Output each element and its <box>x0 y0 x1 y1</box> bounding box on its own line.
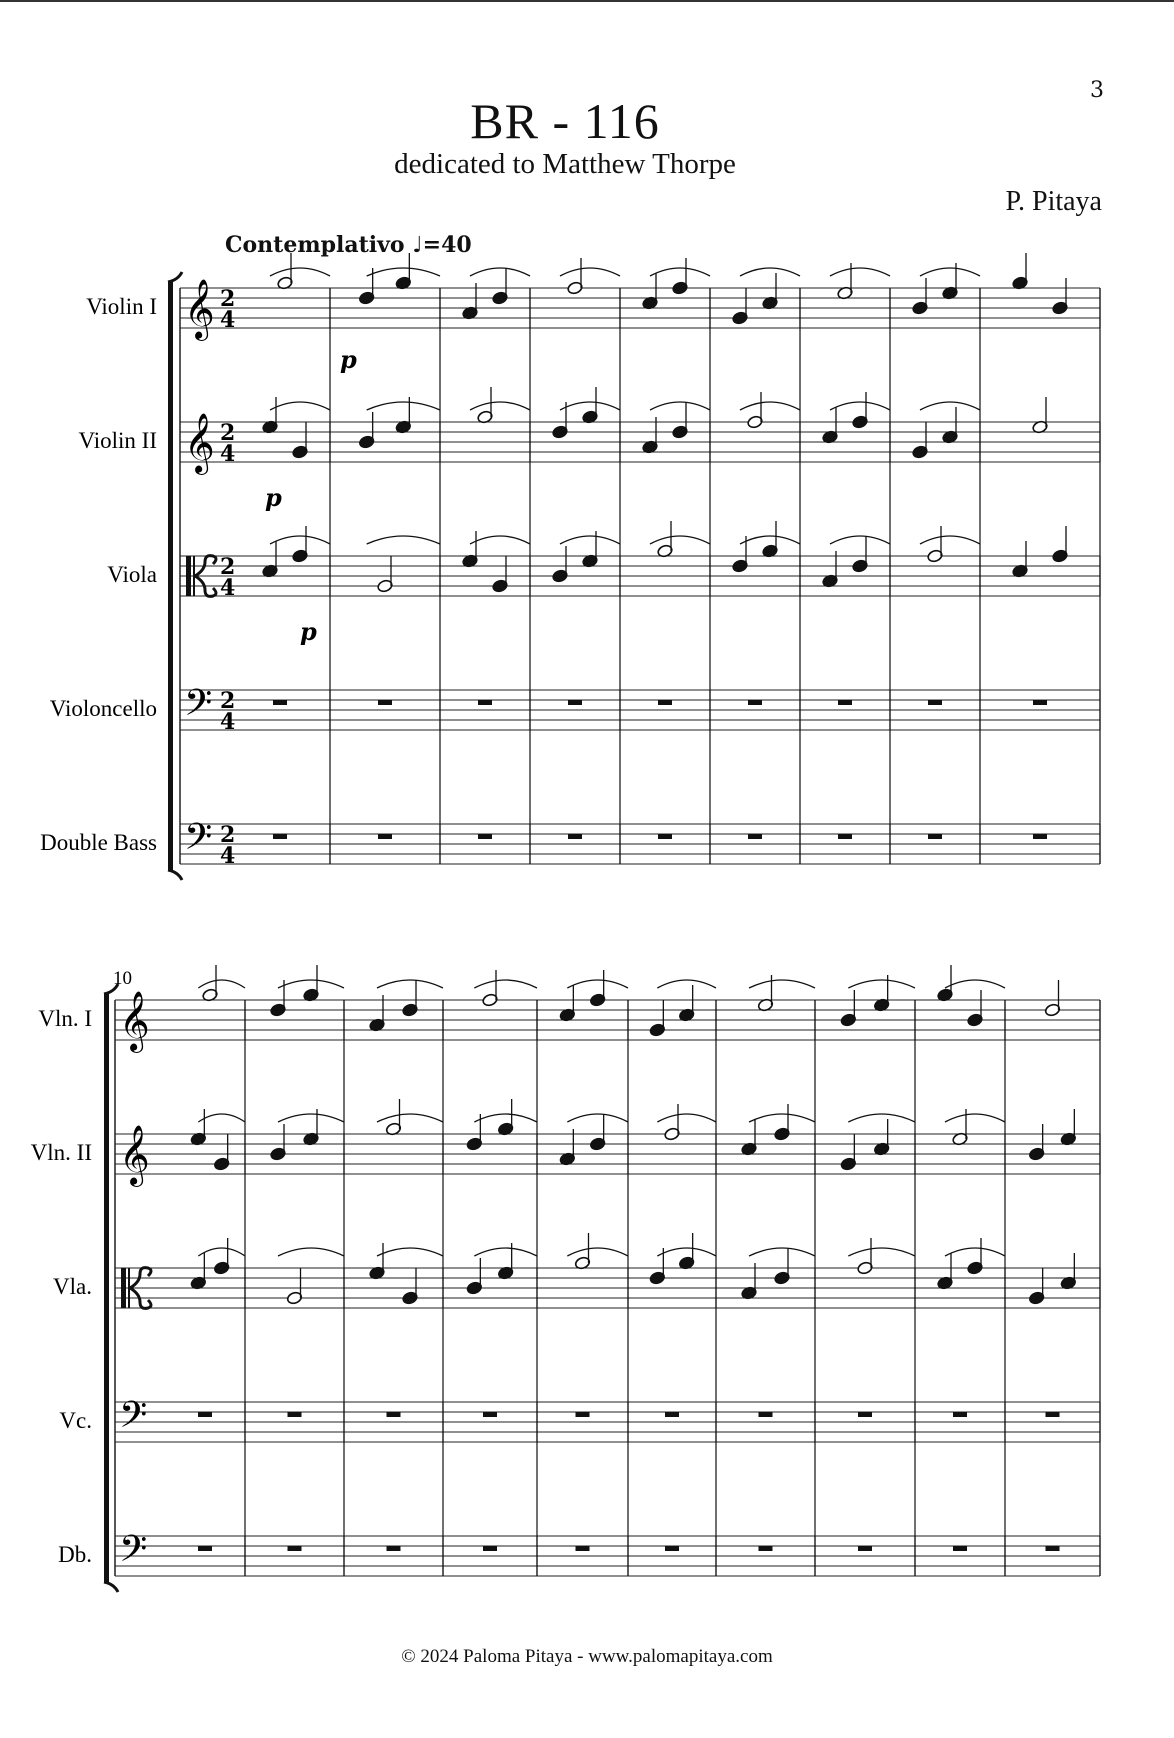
tie-slur <box>367 268 440 276</box>
tie-slur <box>749 1114 815 1122</box>
whole-rest-icon <box>953 1546 967 1551</box>
whole-rest-icon <box>1033 834 1047 839</box>
whole-rest-icon <box>759 1546 773 1551</box>
whole-rest-icon <box>658 700 672 705</box>
treble-clef-icon: 𝄞 <box>119 991 150 1051</box>
tie-slur <box>377 980 443 988</box>
tie-slur <box>270 402 330 410</box>
whole-rest-icon <box>483 1546 497 1551</box>
staff-4 <box>59 1394 1100 1445</box>
tie-slur <box>560 402 620 410</box>
tie-slur <box>740 268 800 276</box>
tie-slur <box>470 402 530 410</box>
quarter-note-icon: ♩ <box>412 233 423 258</box>
tie-slur <box>920 402 980 410</box>
whole-rest-icon <box>928 700 942 705</box>
instrument-name: Vla. <box>53 1274 92 1299</box>
dynamic-marking: p <box>265 483 282 512</box>
tie-slur <box>377 1114 443 1122</box>
time-signature-top: 2 <box>220 286 236 312</box>
instrument-name: Violin I <box>86 294 157 319</box>
instrument-name: Vln. II <box>30 1140 92 1165</box>
whole-rest-icon <box>759 1412 773 1417</box>
tie-slur <box>749 1248 815 1256</box>
tie-slur <box>945 980 1005 988</box>
tie-slur <box>198 1248 245 1256</box>
tie-slur <box>848 1114 915 1122</box>
instrument-name: Db. <box>58 1542 92 1567</box>
time-signature-top: 2 <box>220 420 236 446</box>
tie-slur <box>560 536 620 544</box>
staff-5 <box>40 816 1100 869</box>
tie-slur <box>270 536 330 544</box>
tie-slur <box>377 1248 443 1256</box>
whole-rest-icon <box>748 700 762 705</box>
tie-slur <box>367 402 440 410</box>
time-signature-top: 2 <box>220 688 236 714</box>
bracket-hook-bottom <box>168 870 182 880</box>
bracket-hook-top <box>168 272 182 282</box>
system-bracket <box>168 282 173 870</box>
instrument-name: Violin II <box>78 428 157 453</box>
tie-slur <box>945 1248 1005 1256</box>
tie-slur <box>740 536 800 544</box>
tie-slur <box>470 536 530 544</box>
tie-slur <box>198 1114 245 1122</box>
instrument-name: Viola <box>107 562 157 587</box>
dynamic-marking: p <box>300 617 317 646</box>
instrument-name: Double Bass <box>40 830 157 855</box>
tie-slur <box>470 268 530 276</box>
time-signature-bottom: 4 <box>220 709 236 735</box>
tie-slur <box>474 1114 537 1122</box>
whole-rest-icon <box>483 1412 497 1417</box>
bass-clef-icon: 𝄢 <box>184 816 213 867</box>
whole-rest-icon <box>288 1546 302 1551</box>
tie-slur <box>474 980 537 988</box>
system-2 <box>31 965 1100 1592</box>
tie-slur <box>830 536 890 544</box>
tie-slur <box>650 536 710 544</box>
time-signature-bottom: 4 <box>220 843 236 869</box>
whole-rest-icon <box>665 1412 679 1417</box>
time-signature-bottom: 4 <box>220 307 236 333</box>
composer: P. Pitaya <box>1005 186 1102 217</box>
bass-clef-icon: 𝄢 <box>184 682 213 733</box>
whole-rest-icon <box>378 834 392 839</box>
whole-rest-icon <box>838 834 852 839</box>
whole-rest-icon <box>1046 1412 1060 1417</box>
tie-slur <box>848 980 915 988</box>
tie-slur <box>650 402 710 410</box>
tempo-value: =40 <box>422 232 472 258</box>
page-number: 3 <box>1090 78 1104 103</box>
whole-rest-icon <box>838 700 852 705</box>
tie-slur <box>367 536 440 544</box>
piece-title: BR - 116 <box>470 93 660 149</box>
staff-4 <box>50 682 1100 735</box>
whole-rest-icon <box>273 834 287 839</box>
bracket-hook-bottom <box>104 1582 118 1592</box>
instrument-name: Vc. <box>59 1408 92 1433</box>
whole-rest-icon <box>378 700 392 705</box>
whole-rest-icon <box>1033 700 1047 705</box>
instrument-name: Vln. I <box>38 1006 92 1031</box>
tie-slur <box>830 268 890 276</box>
whole-rest-icon <box>288 1412 302 1417</box>
time-signature-top: 2 <box>220 554 236 580</box>
tie-slur <box>657 980 716 988</box>
tie-slur <box>749 980 815 988</box>
whole-rest-icon <box>273 700 287 705</box>
tie-slur <box>920 268 980 276</box>
dedication: dedicated to Matthew Thorpe <box>394 148 736 180</box>
tie-slur <box>278 1114 344 1122</box>
treble-clef-icon: 𝄞 <box>184 279 215 339</box>
whole-rest-icon <box>478 700 492 705</box>
instrument-name: Violoncello <box>49 696 157 721</box>
tie-slur <box>560 268 620 276</box>
whole-rest-icon <box>658 834 672 839</box>
whole-rest-icon <box>748 834 762 839</box>
tie-slur <box>198 980 245 988</box>
whole-rest-icon <box>858 1546 872 1551</box>
tie-slur <box>657 1248 716 1256</box>
whole-rest-icon <box>198 1546 212 1551</box>
time-signature-bottom: 4 <box>220 575 236 601</box>
dynamic-marking: p <box>340 345 357 374</box>
staff-2 <box>79 413 1100 512</box>
bass-clef-icon: 𝄢 <box>119 1394 148 1445</box>
tie-slur <box>270 268 330 276</box>
staff-5 <box>58 1528 1100 1579</box>
whole-rest-icon <box>953 1412 967 1417</box>
tie-slur <box>474 1248 537 1256</box>
system-bracket <box>104 994 109 1582</box>
bass-clef-icon: 𝄢 <box>119 1528 148 1579</box>
tie-slur <box>567 980 628 988</box>
whole-rest-icon <box>568 700 582 705</box>
tie-slur <box>830 402 890 410</box>
whole-rest-icon <box>568 834 582 839</box>
whole-rest-icon <box>387 1412 401 1417</box>
whole-rest-icon <box>387 1546 401 1551</box>
whole-rest-icon <box>478 834 492 839</box>
whole-rest-icon <box>665 1546 679 1551</box>
tie-slur <box>567 1248 628 1256</box>
tie-slur <box>650 268 710 276</box>
tie-slur <box>278 1248 344 1256</box>
whole-rest-icon <box>858 1412 872 1417</box>
time-signature-top: 2 <box>220 822 236 848</box>
tie-slur <box>278 980 344 988</box>
tie-slur <box>848 1248 915 1256</box>
tie-slur <box>657 1114 716 1122</box>
copyright-footer: © 2024 Paloma Pitaya - www.palomapitaya.com <box>401 1646 773 1667</box>
whole-rest-icon <box>576 1546 590 1551</box>
tie-slur <box>920 536 980 544</box>
whole-rest-icon <box>928 834 942 839</box>
whole-rest-icon <box>1046 1546 1060 1551</box>
whole-rest-icon <box>198 1412 212 1417</box>
treble-clef-icon: 𝄞 <box>184 413 215 473</box>
staff-3 <box>107 554 1100 646</box>
measure-number: 10 <box>113 968 132 989</box>
tie-slur <box>740 402 800 410</box>
tie-slur <box>945 1114 1005 1122</box>
treble-clef-icon: 𝄞 <box>119 1125 150 1185</box>
tie-slur <box>567 1114 628 1122</box>
time-signature-bottom: 4 <box>220 441 236 467</box>
tempo-text: Contemplativo <box>225 232 405 258</box>
system-1 <box>40 253 1100 880</box>
whole-rest-icon <box>576 1412 590 1417</box>
